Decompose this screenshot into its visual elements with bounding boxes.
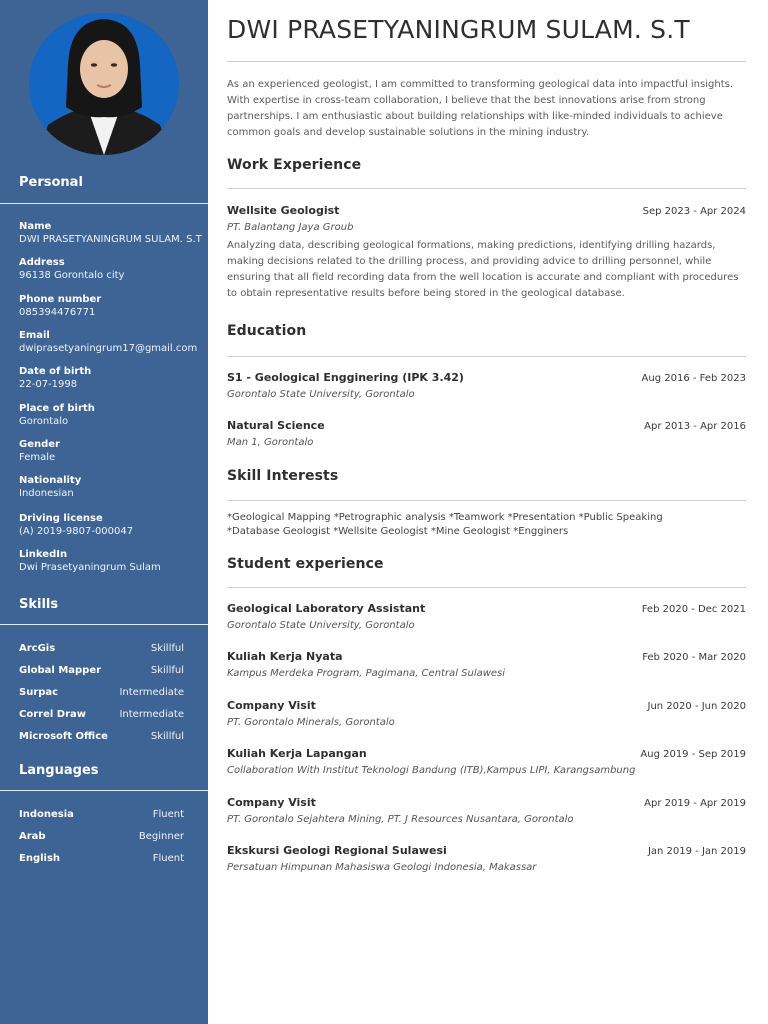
- education-heading: Education: [227, 323, 307, 339]
- entry-organization: PT. Gorontalo Sejahtera Mining, PT. J Resources Nusantara, Gorontalo: [227, 814, 574, 825]
- field-address: [19, 256, 204, 283]
- skill-name: Microsoft Office: [19, 730, 108, 742]
- language-name: Arab: [19, 830, 46, 842]
- entry-title: Natural Science: [227, 419, 325, 432]
- student-experience-heading: Student experience: [227, 556, 384, 572]
- skill-row: [19, 685, 184, 699]
- field-value: 085394476771: [19, 307, 96, 318]
- student-entry: [227, 747, 746, 779]
- skill-row: [19, 707, 184, 721]
- field-label: Date of birth: [19, 366, 92, 377]
- skill-level: Intermediate: [119, 708, 184, 720]
- language-row: [19, 807, 184, 821]
- entry-date: Aug 2019 - Sep 2019: [640, 749, 746, 760]
- skill-name: Surpac: [19, 686, 59, 698]
- field-value: dwiprasetyaningrum17@gmail.com: [19, 343, 198, 354]
- field-phone: [19, 293, 204, 320]
- languages-divider: [0, 790, 208, 791]
- profile-summary: As an experienced geologist, I am committed to transforming geological data into impactful insights. With expertise in cross-team collaboration, I believe that the best innovations arise from strong partnerships. I am enthusiastic about building relationships with like-minded individuals to achieve common goals and develop sustainable solutions in the mining industry.: [227, 79, 734, 138]
- student-entry: [227, 844, 746, 876]
- field-value: Female: [19, 452, 56, 463]
- entry-organization: Gorontalo State University, Gorontalo: [227, 620, 415, 631]
- field-label: Phone number: [19, 294, 102, 305]
- entry-title: Kuliah Kerja Nyata: [227, 650, 343, 663]
- field-label: Place of birth: [19, 403, 95, 414]
- personal-divider: [0, 203, 208, 204]
- field-value: Indonesian: [19, 488, 74, 499]
- language-level: Beginner: [138, 830, 184, 842]
- person-name: DWI PRASETYANINGRUM SULAM. S.T: [227, 15, 690, 44]
- skill-row: [19, 663, 184, 677]
- language-name: Indonesia: [19, 808, 74, 820]
- education-entry: [227, 419, 746, 451]
- language-level: Fluent: [152, 808, 184, 820]
- language-row: [19, 851, 184, 865]
- skill-interests-line: *Database Geologist *Wellsite Geologist *Mine Geologist *Engginers: [227, 526, 569, 537]
- personal-heading: Personal: [19, 175, 83, 190]
- field-value: Gorontalo: [19, 416, 69, 427]
- languages-heading: Languages: [19, 763, 99, 778]
- field-place-of-birth: [19, 402, 204, 429]
- entry-title: Kuliah Kerja Lapangan: [227, 747, 367, 760]
- field-name: [19, 220, 204, 247]
- student-entry: [227, 602, 746, 634]
- student-entry: [227, 650, 746, 682]
- field-label: Nationality: [19, 475, 82, 486]
- entry-date: Jun 2020 - Jun 2020: [647, 701, 746, 712]
- entry-title: Company Visit: [227, 699, 316, 712]
- entry-date: Aug 2016 - Feb 2023: [641, 373, 746, 384]
- entry-organization: Man 1, Gorontalo: [227, 437, 314, 448]
- main-content: [227, 0, 746, 1024]
- entry-date: Apr 2013 - Apr 2016: [644, 421, 746, 432]
- entry-date: Feb 2020 - Mar 2020: [642, 652, 746, 663]
- entry-title: S1 - Geological Engginering (IPK 3.42): [227, 371, 464, 384]
- field-label: Gender: [19, 439, 60, 450]
- profile-photo: [28, 13, 180, 155]
- field-gender: [19, 438, 204, 465]
- field-value: (A) 2019-9807-000047: [19, 526, 134, 537]
- work-divider: [227, 188, 746, 189]
- skill-name: Correl Draw: [19, 708, 86, 720]
- entry-organization: Kampus Merdeka Program, Pagimana, Central Sulawesi: [227, 668, 506, 679]
- skill-level: Skillful: [150, 642, 184, 654]
- education-divider: [227, 356, 746, 357]
- skill-row: [19, 641, 184, 655]
- field-linkedin: [19, 548, 204, 575]
- skill-row: [19, 729, 184, 743]
- entry-title: Geological Laboratory Assistant: [227, 602, 426, 615]
- skill-name: ArcGis: [19, 642, 56, 654]
- entry-date: Sep 2023 - Apr 2024: [642, 206, 746, 217]
- entry-organization: Gorontalo State University, Gorontalo: [227, 389, 415, 400]
- language-name: English: [19, 852, 61, 864]
- field-value: 96138 Gorontalo city: [19, 270, 125, 281]
- entry-description: Analyzing data, describing geological formations, making predictions, identifying drilling hazards, making decisions related to the drilling process, and providing advice to drilling personnel, while ensuring that all field recording data from the well location is accurate and compliant with procedures to obtain representative results before being stored in the geological database.: [227, 240, 739, 299]
- entry-organization: PT. Gorontalo Minerals, Gorontalo: [227, 717, 395, 728]
- sidebar: [0, 0, 208, 1024]
- field-label: Driving license: [19, 513, 103, 524]
- student-entry: [227, 796, 746, 828]
- field-date-of-birth: [19, 365, 204, 392]
- skills-heading: Skills: [19, 597, 59, 612]
- field-driving-license: [19, 512, 204, 539]
- field-label: LinkedIn: [19, 549, 68, 560]
- skill-name: Global Mapper: [19, 664, 102, 676]
- student-divider: [227, 587, 746, 588]
- skill-level: Skillful: [150, 664, 184, 676]
- language-row: [19, 829, 184, 843]
- skill-level: Intermediate: [119, 686, 184, 698]
- skill-interests-line: *Geological Mapping *Petrographic analysis *Teamwork *Presentation *Public Speaking: [227, 512, 663, 523]
- entry-title: Company Visit: [227, 796, 316, 809]
- entry-organization: Persatuan Himpunan Mahasiswa Geologi Indonesia, Makassar: [227, 862, 537, 873]
- skill-interests-divider: [227, 500, 746, 501]
- field-nationality: [19, 474, 204, 501]
- entry-organization: Collaboration With Institut Teknologi Bandung (ITB),Kampus LIPI, Karangsambung: [227, 765, 636, 776]
- entry-title: Ekskursi Geologi Regional Sulawesi: [227, 844, 447, 857]
- skills-divider: [0, 624, 208, 625]
- field-label: Name: [19, 221, 52, 232]
- student-entry: [227, 699, 746, 731]
- work-experience-heading: Work Experience: [227, 157, 362, 173]
- field-value: Dwi Prasetyaningrum Sulam: [19, 562, 161, 573]
- entry-date: Apr 2019 - Apr 2019: [644, 798, 746, 809]
- entry-organization: PT. Balantang Jaya Groub: [227, 222, 354, 233]
- education-entry: [227, 371, 746, 403]
- field-label: Email: [19, 330, 50, 341]
- field-value: DWI PRASETYANINGRUM SULAM. S.T: [19, 234, 202, 245]
- skill-interests-heading: Skill Interests: [227, 468, 339, 484]
- language-level: Fluent: [152, 852, 184, 864]
- header-divider: [227, 61, 746, 62]
- work-entry: [227, 204, 746, 302]
- skill-level: Skillful: [150, 730, 184, 742]
- field-email: [19, 329, 204, 356]
- entry-title: Wellsite Geologist: [227, 204, 340, 217]
- entry-date: Feb 2020 - Dec 2021: [641, 604, 746, 615]
- field-label: Address: [19, 257, 65, 268]
- entry-date: Jan 2019 - Jan 2019: [647, 846, 746, 857]
- field-value: 22-07-1998: [19, 379, 78, 390]
